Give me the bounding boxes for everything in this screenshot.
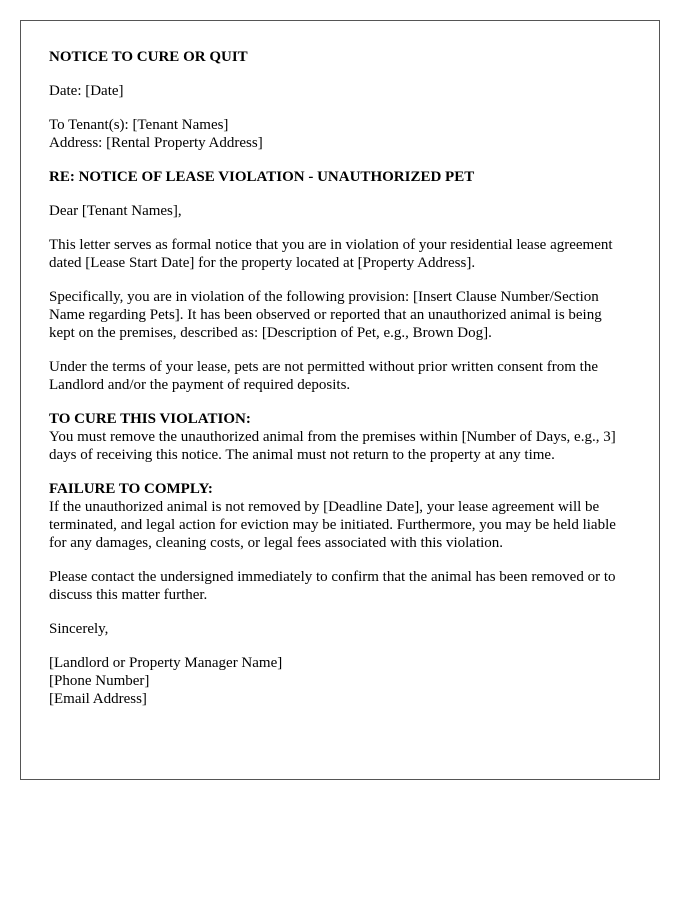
date-line: Date: [Date] <box>49 83 124 99</box>
failure-heading: FAILURE TO COMPLY: <box>49 481 213 497</box>
subject-line: RE: NOTICE OF LEASE VIOLATION - UNAUTHORIZED PET <box>49 169 475 185</box>
salutation: Dear [Tenant Names], <box>49 203 182 219</box>
intro-paragraph: This letter serves as formal notice that you are in violation of your residential lease agreement dated [Lease Start Date] for the property located at [Property Address]. <box>49 237 613 271</box>
violation-paragraph: Specifically, you are in violation of the following provision: [Insert Clause Number/Section Name regarding Pets]. It has been observed or reported that an unauthorized animal is being kept on the premises, described as: [Description of Pet, e.g., Brown Dog]. <box>49 289 602 341</box>
closing: Sincerely, <box>49 621 109 637</box>
contact-paragraph: Please contact the undersigned immediately to confirm that the animal has been removed or to discuss this matter further. <box>49 569 616 603</box>
lease-terms-paragraph: Under the terms of your lease, pets are not permitted without prior written consent from the Landlord and/or the payment of required deposits. <box>49 359 599 393</box>
cure-heading: TO CURE THIS VIOLATION: <box>49 411 251 427</box>
tenant-line: To Tenant(s): [Tenant Names] <box>49 117 229 133</box>
signature-name: [Landlord or Property Manager Name] <box>49 655 283 671</box>
notice-title: NOTICE TO CURE OR QUIT <box>49 49 248 65</box>
recipient-block <box>49 116 631 152</box>
notice-letter <box>20 20 660 780</box>
failure-section <box>49 480 631 552</box>
failure-text: If the unauthorized animal is not removed by [Deadline Date], your lease agreement will be terminated, and legal action for eviction may be initiated. Furthermore, you may be held liable for any damages, cleaning costs, or legal fees associated with this violation. <box>49 499 616 551</box>
signature-block <box>49 654 631 708</box>
signature-phone: [Phone Number] <box>49 673 150 689</box>
cure-text: You must remove the unauthorized animal from the premises within [Number of Days, e.g., 3] days of receiving this notice. The animal must not return to the property at any time. <box>49 429 616 463</box>
signature-email: [Email Address] <box>49 691 147 707</box>
address-line: Address: [Rental Property Address] <box>49 135 263 151</box>
cure-section <box>49 410 631 464</box>
